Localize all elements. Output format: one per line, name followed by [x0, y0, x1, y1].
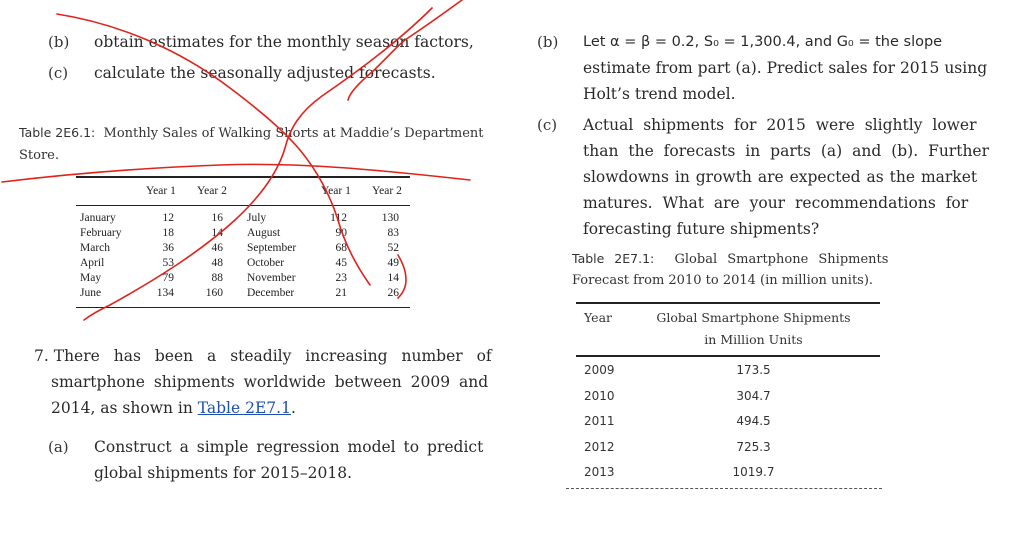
year2-value-cell: 16 — [211, 212, 223, 224]
shipments-table-caption-text: Global Smartphone Shipments — [674, 252, 889, 267]
shipments-value-cell: 304.7 — [736, 388, 771, 403]
problem-7-number: 7. — [34, 347, 49, 365]
shorts-table-caption — [19, 125, 484, 141]
problem-7-line1 — [34, 343, 492, 369]
shipments-value-cell: 1019.7 — [732, 465, 775, 479]
shipments-value-cell: 725.3 — [736, 439, 771, 454]
year2-value-cell: 88 — [211, 272, 223, 284]
month-cell: February — [80, 227, 122, 239]
month-cell: July — [247, 212, 267, 224]
year-cell: 2011 — [584, 414, 615, 428]
right-item-b-line3: Holt’s trend model. — [583, 85, 736, 103]
right-item-c-line4: matures. What are your recommendations for — [583, 194, 969, 212]
month-cell: May — [80, 272, 102, 284]
item-a-line2: global shipments for 2015–2018. — [94, 464, 353, 482]
month-cell: October — [247, 257, 285, 269]
table-row — [76, 287, 410, 300]
month-cell: December — [247, 287, 295, 299]
table-row — [76, 227, 410, 240]
month-cell: March — [80, 242, 111, 254]
year1-value-cell: 134 — [156, 287, 174, 299]
col-year-header: Year — [584, 310, 612, 325]
right-item-b-line1: Let α = β = 0.2, S₀ = 1,300.4, and G₀ = the slope — [583, 34, 943, 50]
shorts-table-caption-label: Table 2E6.1: — [19, 125, 96, 140]
right-item-c-line5: forecasting future shipments? — [583, 220, 820, 238]
right-item-c-line3: slowdowns in growth are expected as the market — [583, 168, 978, 186]
problem-7-line3 — [51, 395, 296, 421]
year2-value-cell: 14 — [387, 272, 399, 284]
item-b-text: obtain estimates for the monthly season factors, — [94, 33, 474, 51]
year1-value-cell: 21 — [335, 287, 347, 299]
table-row — [76, 212, 410, 225]
year2-value-cell: 46 — [211, 242, 223, 254]
shipments-table-caption-label: Table 2E7.1: — [572, 251, 655, 266]
year2-value-cell: 14 — [211, 227, 223, 239]
year1-value-cell: 53 — [162, 257, 174, 269]
right-item-c-line2: than the forecasts in parts (a) and (b). Further — [583, 142, 990, 160]
year1-value-cell: 36 — [162, 242, 174, 254]
year2-value-cell: 83 — [387, 227, 399, 239]
year1-value-cell: 79 — [162, 272, 174, 284]
month-cell: April — [80, 257, 105, 269]
year-cell: 2010 — [584, 388, 615, 403]
problem-7-text-3: 2014, as shown in — [51, 399, 198, 417]
col-value-header-1: Global Smartphone Shipments — [656, 310, 851, 325]
header-year2: Year 2 — [197, 185, 227, 197]
year1-value-cell: 12 — [162, 212, 174, 224]
shipments-table-caption — [572, 251, 888, 267]
month-cell: August — [247, 227, 281, 239]
shorts-table-caption-text: Monthly Sales of Walking Shorts at Maddie’s Department — [103, 126, 484, 141]
shorts-table-caption-cont: Store. — [19, 148, 59, 163]
right-item-c-letter: (c) — [537, 116, 558, 134]
year1-value-cell: 112 — [330, 212, 347, 224]
year1-value-cell: 90 — [335, 227, 347, 239]
year2-value-cell: 49 — [387, 257, 399, 269]
month-cell: January — [80, 212, 116, 224]
month-cell: November — [247, 272, 296, 284]
table-row — [76, 242, 410, 255]
year1-value-cell: 23 — [335, 272, 347, 284]
shipments-value-cell: 173.5 — [736, 363, 771, 377]
shipments-table — [576, 302, 880, 492]
year2-value-cell: 48 — [211, 257, 223, 269]
table-2e7-1-link[interactable]: Table 2E7.1 — [197, 399, 291, 417]
problem-7-text-1: There has been a steadily increasing number of — [53, 347, 492, 365]
year1-value-cell: 18 — [162, 227, 174, 239]
item-b-letter: (b) — [48, 33, 70, 51]
right-item-b-letter: (b) — [537, 33, 559, 51]
month-cell: June — [80, 287, 102, 299]
year2-value-cell: 160 — [205, 287, 223, 299]
right-item-c-line1: Actual shipments for 2015 were slightly lower — [583, 116, 977, 134]
col-value-header-2: in Million Units — [704, 332, 803, 347]
year-cell: 2012 — [584, 439, 615, 454]
item-c-letter: (c) — [48, 64, 69, 82]
table-row — [76, 257, 410, 270]
shipments-table-caption-cont: Forecast from 2010 to 2014 (in million units). — [572, 273, 874, 288]
item-a-line1: Construct a simple regression model to predict — [94, 438, 484, 456]
problem-7-line2: smartphone shipments worldwide between 2009 and — [51, 373, 489, 391]
shipments-value-cell: 494.5 — [736, 414, 771, 428]
year2-value-cell: 26 — [387, 287, 399, 299]
year2-value-cell: 130 — [381, 212, 399, 224]
item-c-text: calculate the seasonally adjusted forecasts. — [94, 64, 436, 82]
item-a-letter: (a) — [48, 438, 69, 456]
table-row — [76, 272, 410, 285]
header-year1: Year 1 — [146, 185, 176, 197]
year1-value-cell: 68 — [335, 242, 347, 254]
shorts-table — [76, 176, 410, 312]
header-year2-b: Year 2 — [372, 185, 402, 197]
right-item-b-line2: estimate from part (a). Predict sales for 2015 using — [583, 59, 988, 77]
year1-value-cell: 45 — [335, 257, 347, 269]
year2-value-cell: 52 — [387, 242, 399, 254]
month-cell: September — [247, 242, 297, 254]
header-year1-b: Year 1 — [321, 185, 351, 197]
problem-7-period: . — [290, 399, 296, 417]
year-cell: 2013 — [584, 465, 615, 479]
year-cell: 2009 — [584, 363, 615, 377]
